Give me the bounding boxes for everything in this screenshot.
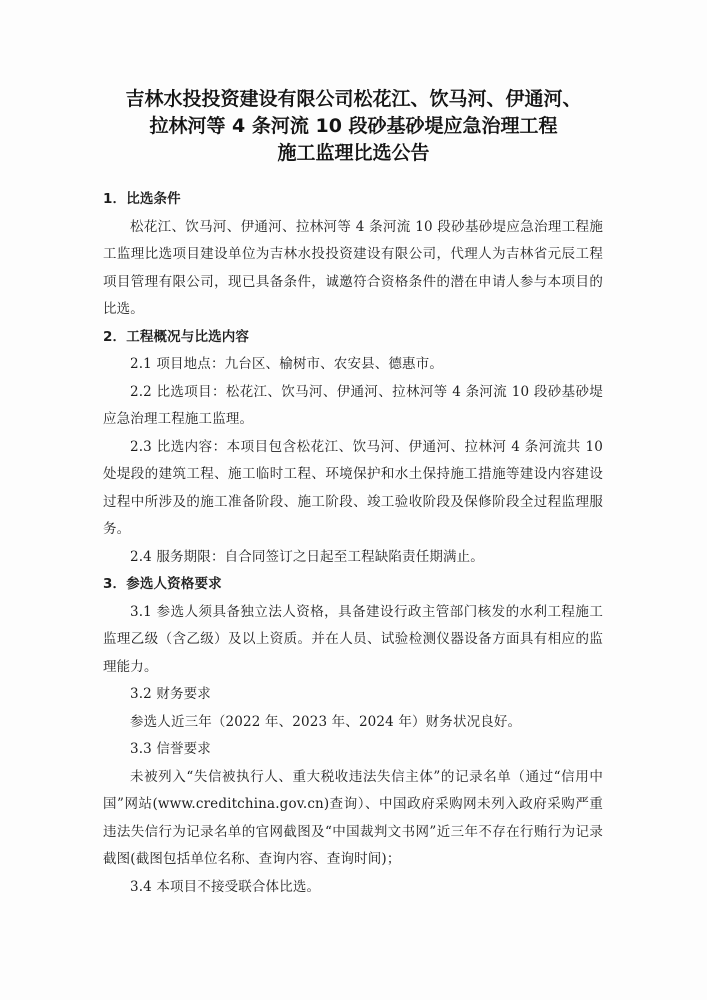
section-3-3-heading: 3.3 信誉要求 [130, 741, 211, 757]
document-body [103, 186, 603, 901]
section-2-heading: 2．工程概况与比选内容 [103, 328, 250, 345]
section-3-heading: 3．参选人资格要求 [103, 576, 222, 592]
section-3-4-consortium: 3.4 本项目不接受联合体比选。 [130, 878, 321, 895]
section-1-heading: 1．比选条件 [103, 191, 181, 207]
document-title [60, 86, 647, 167]
section-3-3-credit: 未被列入“失信被执行人、重大税收违法失信主体”的记录名单（通过“信用中国”网站(www.creditchina.gov.cn)查询）、中国政府采购网未列入政府采购严重违法失信行为记录名单的官网截图及“中国裁判文书网”近三年不存在行贿行为记录截图(截图包括单位名称、查询内容、查询时间)； [103, 768, 603, 867]
section-2-3-content: 2.3 比选内容：本项目包含松花江、饮马河、伊通河、拉林河 4 条河流共 10 处堤段的建筑工程、施工临时工程、环境保护和水土保持施工措施等建设内容建设过程中所涉及的施工准备阶段、施工阶段、竣工验收阶段及保修阶段全过程监理服务。 [103, 438, 603, 537]
section-3-1-qualification: 3.1 参选人须具备独立法人资格，具备建设行政主管部门核发的水利工程施工监理乙级（含乙级）及以上资质。并在人员、试验检测仪器设备方面具有相应的监理能力。 [103, 603, 603, 675]
section-3-2-heading: 3.2 财务要求 [130, 686, 211, 702]
section-2-2-project: 2.2 比选项目：松花江、饮马河、伊通河、拉林河等 4 条河流 10 段砂基砂堤应急治理工程施工监理。 [103, 383, 603, 427]
section-2-1-location: 2.1 项目地点：九台区、榆树市、农安县、德惠市。 [130, 356, 444, 372]
section-3-2-financial: 参选人近三年（2022 年、2023 年、2024 年）财务状况良好。 [130, 713, 522, 730]
title-line-1: 吉林水投投资建设有限公司松花江、饮马河、伊通河、 [125, 88, 582, 110]
title-line-2: 拉林河等 4 条河流 10 段砂基砂堤应急治理工程 [149, 115, 558, 137]
title-line-3: 施工监理比选公告 [277, 142, 430, 164]
section-2-4-period: 2.4 服务期限：自合同签订之日起至工程缺陷责任期满止。 [130, 548, 484, 565]
section-1-paragraph: 松花江、饮马河、伊通河、拉林河等 4 条河流 10 段砂基砂堤应急治理工程施工监理比选项目建设单位为吉林水投投资建设有限公司，代理人为吉林省元辰工程项目管理有限公司，现已具备条件，诚邀符合资格条件的潜在申请人参与本项目的比选。 [103, 218, 603, 317]
